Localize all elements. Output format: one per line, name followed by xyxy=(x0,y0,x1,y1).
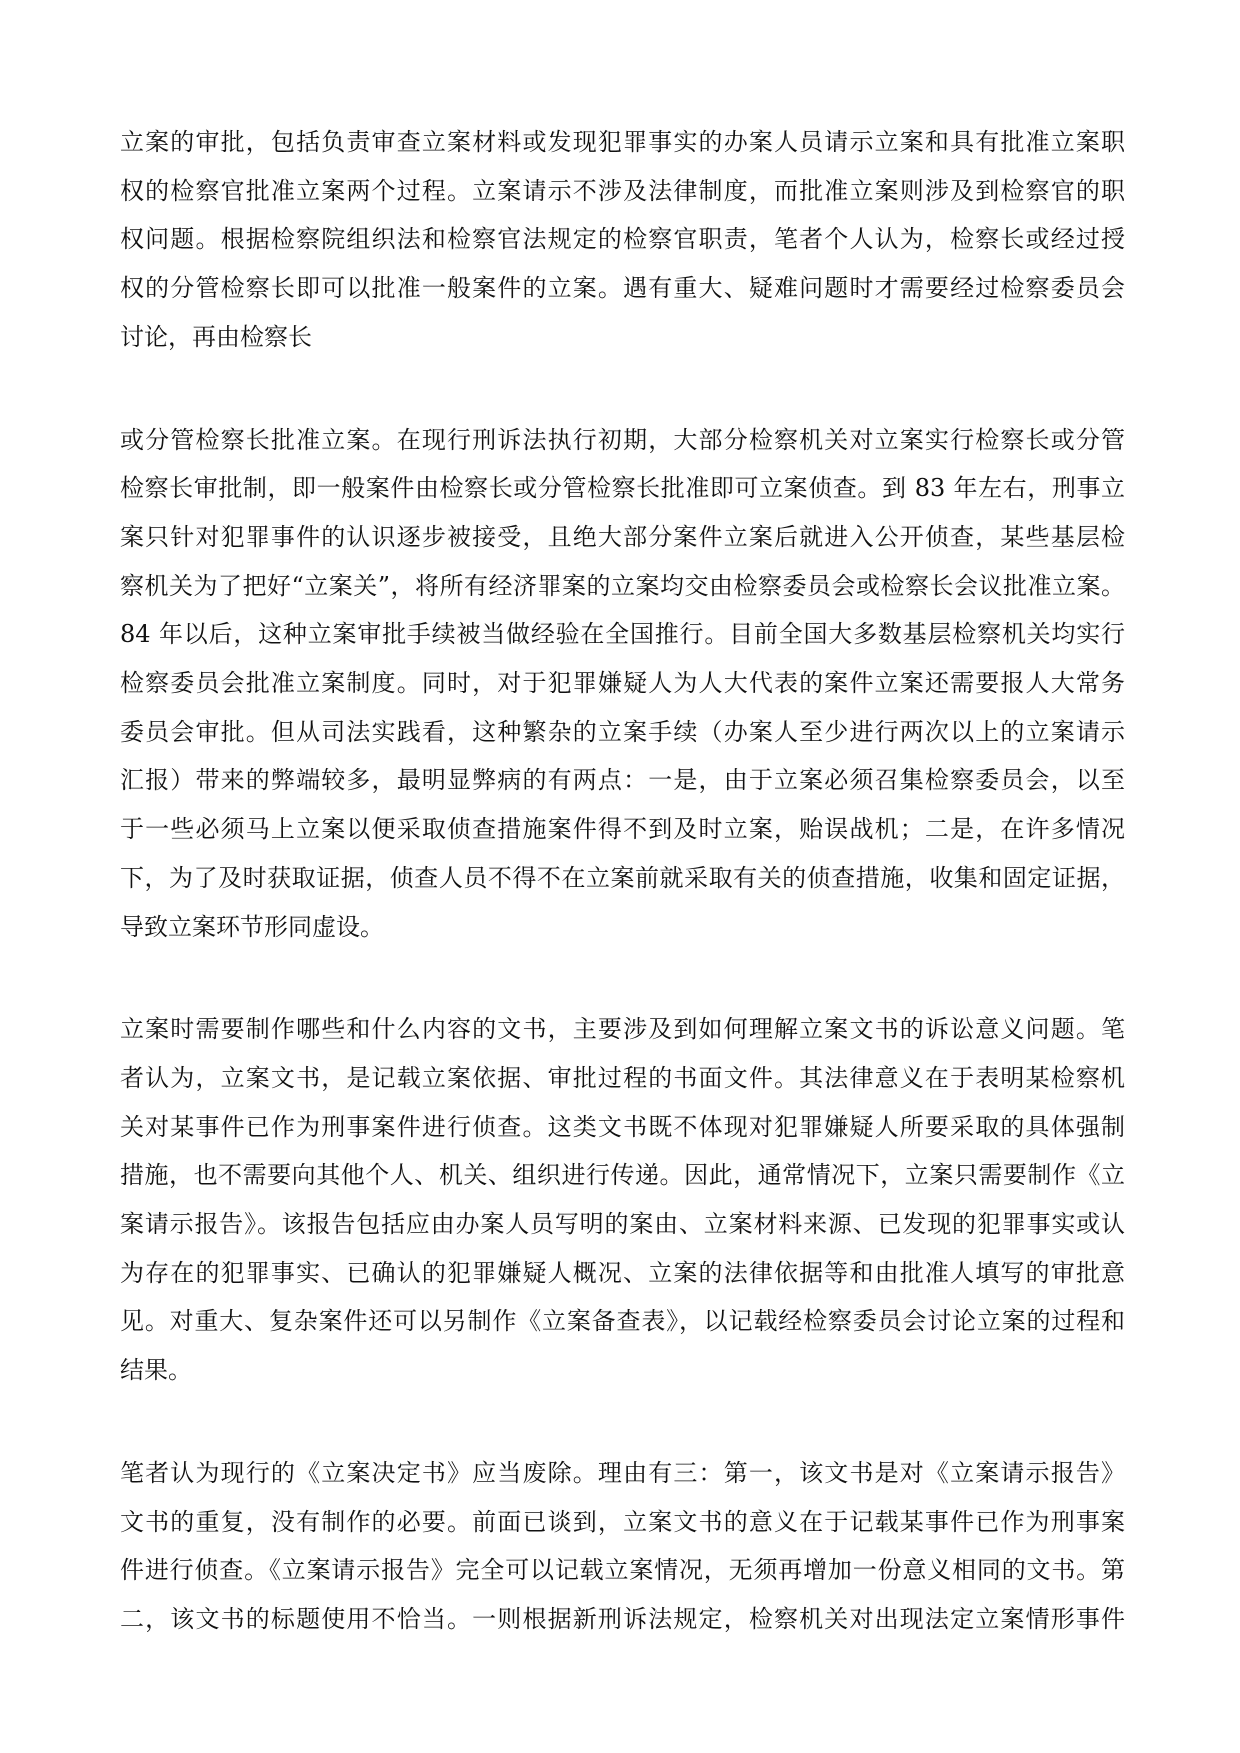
text-line: 下，为了及时获取证据，侦查人员不得不在立案前就采取有关的侦查措施，收集和固定证据， xyxy=(120,863,1125,892)
text-line: 立案的审批，包括负责审查立案材料或发现犯罪事实的办案人员请示立案和具有批准立案职 xyxy=(120,128,1125,156)
text-line: 立案时需要制作哪些和什么内容的文书，主要涉及到如何理解立案文书的诉讼意义问题。笔 xyxy=(120,1015,1125,1044)
text-line: 为存在的犯罪事实、已确认的犯罪嫌疑人概况、立案的法律依据等和由批准人填写的审批意 xyxy=(120,1258,1125,1287)
text-line: 案请示报告》。该报告包括应由办案人员写明的案由、立案材料来源、已发现的犯罪事实或认 xyxy=(120,1210,1125,1239)
text-line: 汇报）带来的弊端较多，最明显弊病的有两点：一是，由于立案必须召集检察委员会，以至 xyxy=(120,766,1125,795)
paragraph-1 xyxy=(120,118,1125,362)
text-line: 措施，也不需要向其他个人、机关、组织进行传递。因此，通常情况下，立案只需要制作《立 xyxy=(120,1161,1125,1190)
text-line: 案只针对犯罪事件的认识逐步被接受，且绝大部分案件立案后就进入公开侦查，某些基层检 xyxy=(120,522,1125,551)
text-line: 二，该文书的标题使用不恰当。一则根据新刑诉法规定，检察机关对出现法定立案情形事件 xyxy=(120,1604,1125,1633)
text-line: 件进行侦查。《立案请示报告》完全可以记载立案情况，无须再增加一份意义相同的文书。第 xyxy=(120,1556,1125,1585)
text-line: 委员会审批。但从司法实践看，这种繁杂的立案手续（办案人至少进行两次以上的立案请示 xyxy=(120,717,1125,746)
text-line: 文书的重复，没有制作的必要。前面已谈到，立案文书的意义在于记载某事件已作为刑事案 xyxy=(120,1507,1125,1536)
text-line: 见。对重大、复杂案件还可以另制作《立案备查表》，以记载经检察委员会讨论立案的过程和 xyxy=(120,1307,1125,1336)
text-line: 导致立案环节形同虚设。 xyxy=(120,912,384,941)
paragraph-4 xyxy=(120,1449,1125,1644)
document-body xyxy=(120,118,1125,1698)
text-line: 权的分管检察长即可以批准一般案件的立案。遇有重大、疑难问题时才需要经过检察委员会 xyxy=(120,274,1125,303)
text-line: 或分管检察长批准立案。在现行刑诉法执行初期，大部分检察机关对立案实行检察长或分管 xyxy=(120,425,1125,454)
text-line: 结果。 xyxy=(120,1356,192,1385)
text-line: 检察长审批制，即一般案件由检察长或分管检察长批准即可立案侦查。到 83 年左右，刑事立 xyxy=(120,474,1125,503)
text-line: 检察委员会批准立案制度。同时，对于犯罪嫌疑人为人大代表的案件立案还需要报人大常务 xyxy=(120,669,1125,698)
text-line: 笔者认为现行的《立案决定书》应当废除。理由有三：第一，该文书是对《立案请示报告》 xyxy=(120,1458,1125,1487)
text-line: 关对某事件已作为刑事案件进行侦查。这类文书既不体现对犯罪嫌疑人所要采取的具体强制 xyxy=(120,1112,1125,1141)
text-line: 者认为，立案文书，是记载立案依据、审批过程的书面文件。其法律意义在于表明某检察机 xyxy=(120,1063,1125,1092)
text-line: 权的检察官批准立案两个过程。立案请示不涉及法律制度，而批准立案则涉及到检察官的职 xyxy=(120,176,1125,205)
text-line: 84 年以后，这种立案审批手续被当做经验在全国推行。目前全国大多数基层检察机关均实行 xyxy=(120,620,1125,649)
paragraph-3 xyxy=(120,1005,1125,1395)
paragraph-2 xyxy=(120,416,1125,952)
text-line: 察机关为了把好“立案关”，将所有经济罪案的立案均交由检察委员会或检察长会议批准立案。 xyxy=(120,571,1125,600)
text-line: 于一些必须马上立案以便采取侦查措施案件得不到及时立案，贻误战机；二是，在许多情况 xyxy=(120,815,1125,844)
text-line: 权问题。根据检察院组织法和检察官法规定的检察官职责，笔者个人认为，检察长或经过授 xyxy=(120,225,1125,254)
text-line: 讨论，再由检察长 xyxy=(120,322,312,351)
